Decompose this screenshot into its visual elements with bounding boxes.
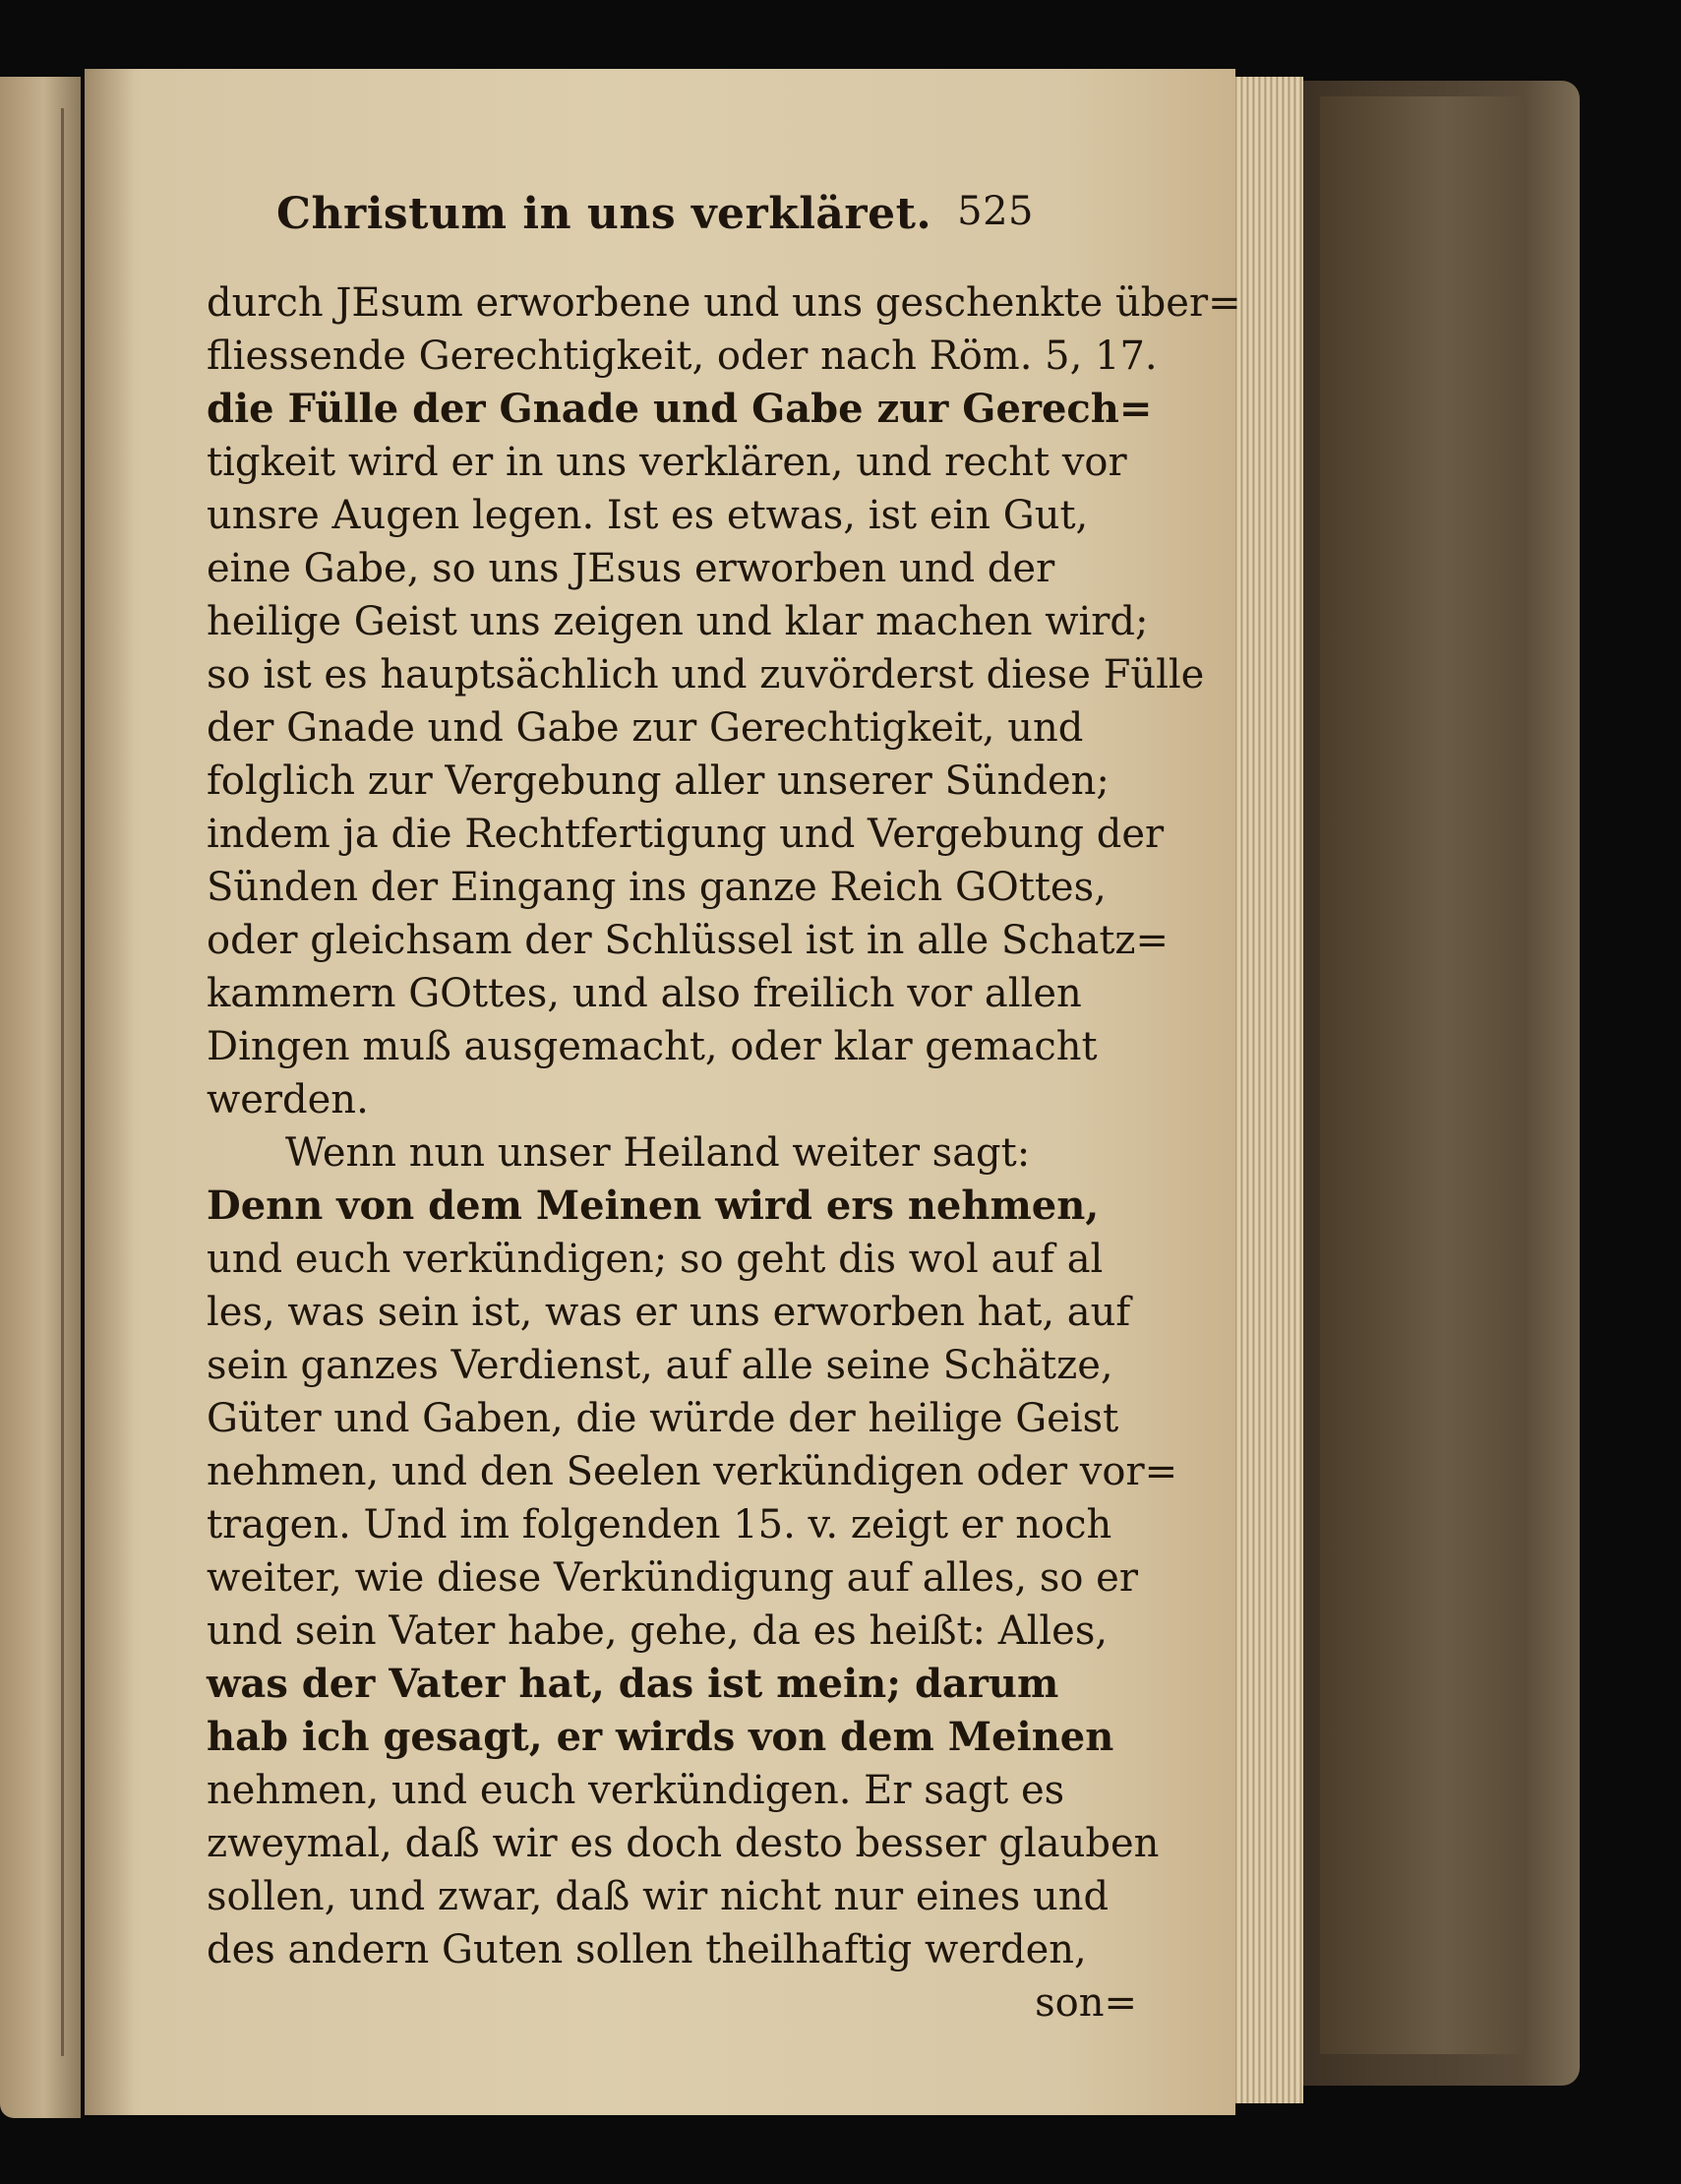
text-line: sollen, und zwar, daß wir nicht nur eines und (207, 1874, 1110, 1919)
text-line: so ist es hauptsächlich und zuvörderst diese Fülle (207, 652, 1205, 698)
text-line: tigkeit wird er in uns verklären, und recht vor (207, 440, 1127, 485)
text-line: indem ja die Rechtfertigung und Vergebung der (207, 812, 1165, 857)
text-line: des andern Guten sollen theilhaftig werden, (207, 1927, 1087, 1972)
left-page-edge (0, 77, 81, 2118)
text-line: kammern GOttes, und also freilich vor allen (207, 971, 1082, 1016)
text-line: zweymal, daß wir es doch desto besser glauben (207, 1821, 1160, 1866)
text-line: unsre Augen legen. Ist es etwas, ist ein Gut, (207, 493, 1089, 538)
text-line: eine Gabe, so uns JEsus erworben und der (207, 546, 1055, 591)
text-line: der Gnade und Gabe zur Gerechtigkeit, und (207, 705, 1084, 751)
text-line-quotation: Denn von dem Meinen wird ers nehmen, (207, 1183, 1100, 1229)
running-head-title: Christum in uns verkläret. (276, 189, 932, 239)
text-line: tragen. Und im folgenden 15. v. zeigt er noch (207, 1502, 1112, 1547)
text-line: Güter und Gaben, die würde der heilige Geist (207, 1396, 1119, 1441)
text-line: werden. (207, 1077, 369, 1122)
text-line-paragraph-start: Wenn nun unser Heiland weiter sagt: (285, 1130, 1031, 1176)
text-line: nehmen, und den Seelen verkündigen oder vor= (207, 1449, 1178, 1494)
catchword: son= (1035, 1980, 1137, 2026)
text-line-quotation: hab ich gesagt, er wirds von dem Meinen (207, 1714, 1114, 1760)
text-line: Sünden der Eingang ins ganze Reich GOttes, (207, 865, 1107, 910)
text-line: Dingen muß ausgemacht, oder klar gemacht (207, 1024, 1098, 1069)
text-line: weiter, wie diese Verkündigung auf alles, so er (207, 1555, 1138, 1601)
running-head (276, 177, 1034, 256)
left-page-gutter-line (61, 108, 64, 2056)
text-line: fliessende Gerechtigkeit, oder nach Röm. 5, 17. (207, 334, 1158, 379)
text-line: durch JEsum erworbene und uns geschenkte über= (207, 280, 1241, 326)
text-line: nehmen, und euch verkündigen. Er sagt es (207, 1768, 1065, 1813)
text-line: les, was sein ist, was er uns erworben hat, auf (207, 1290, 1131, 1335)
text-line-quotation: was der Vater hat, das ist mein; darum (207, 1661, 1059, 1707)
page-number: 525 (957, 189, 1034, 234)
text-line: und euch verkündigen; so geht dis wol auf al (207, 1237, 1104, 1282)
text-line: folglich zur Vergebung aller unserer Sünden; (207, 758, 1110, 804)
book-page (85, 69, 1241, 2115)
text-line: heilige Geist uns zeigen und klar machen wird; (207, 599, 1149, 644)
text-line: sein ganzes Verdienst, auf alle seine Schätze, (207, 1343, 1113, 1388)
text-line: oder gleichsam der Schlüssel ist in alle Schatz= (207, 918, 1169, 963)
text-line-emphasis: die Fülle der Gnade und Gabe zur Gerech= (207, 386, 1153, 432)
text-line: und sein Vater habe, gehe, da es heißt: Alles, (207, 1608, 1109, 1654)
book-cover-board (1320, 96, 1527, 2054)
